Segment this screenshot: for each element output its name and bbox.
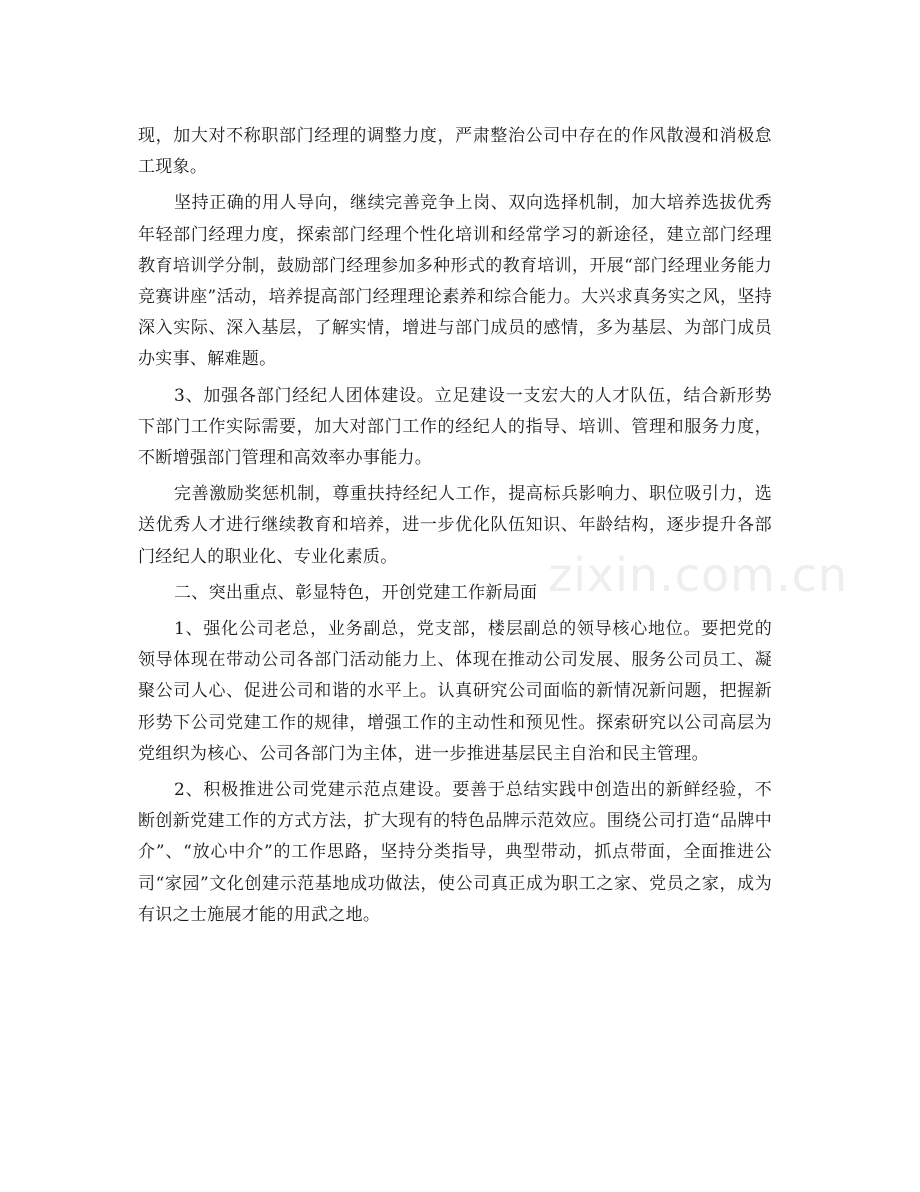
paragraph-continuation: 现，加大对不称职部门经理的调整力度，严肃整治公司中存在的作风散漫和消极怠工现象。 <box>138 126 772 178</box>
watermark: zixin.com.cn <box>548 548 849 602</box>
paragraph-personnel-guidance: 坚持正确的用人导向，继续完善竞争上岗、双向选择机制，加大培养选拔优秀年轻部门经理力度，探索部门经理个性化培训和经常学习的新途径，建立部门经理教育培训学分制，鼓励部门经理参加多种形式的教育培训，开展“部门经理业务能力竞赛讲座”活动，培养提高部门经理理论素养和综合能力。大兴求真务实之风，坚持深入实际、深入基层，了解实情，增进与部门成员的感情，多为基层、为部门成员办实事、解难题。 <box>138 193 772 370</box>
paragraph-broker-team: 3、加强各部门经纪人团体建设。立足建设一支宏大的人才队伍，结合新形势下部门工作实际需要，加大对部门工作的经纪人的指导、培训、管理和服务力度，不断增强部门管理和高效率办事能力。 <box>138 385 772 469</box>
section-heading: 二、突出重点、彰显特色，开创党建工作新局面 <box>174 582 538 603</box>
paragraph-demonstration-sites: 2、积极推进公司党建示范点建设。要善于总结实践中创造出的新鲜经验，不断创新党建工作的方式方法，扩大现有的特色品牌示范效应。围绕公司打造“品牌中介”、“放心中介”的工作思路，坚持分类指导，典型带动，抓点带面，全面推进公司“家园”文化创建示范基地成功做法，使公司真正成为职工之家、党员之家，成为有识之士施展才能的用武之地。 <box>138 780 772 925</box>
document-body <box>138 121 772 936</box>
paragraph-leadership-core: 1、强化公司老总，业务副总，党支部，楼层副总的领导核心地位。要把党的领导体现在带动公司各部门活动能力上、体现在推动公司发展、服务公司员工、凝聚公司人心、促进公司和谐的水平上。认真研究公司面临的新情况新问题，把握新形势下公司党建工作的规律，增强工作的主动性和预见性。探索研究以公司高层为党组织为核心、公司各部门为主体，进一步推进基层民主自治和民主管理。 <box>138 619 772 764</box>
paragraph-incentive-mechanism: 完善激励奖惩机制，尊重扶持经纪人工作，提高标兵影响力、职位吸引力，选送优秀人才进行继续教育和培养，进一步优化队伍知识、年龄结构，逐步提升各部门经纪人的职业化、专业化素质。 <box>138 484 772 567</box>
